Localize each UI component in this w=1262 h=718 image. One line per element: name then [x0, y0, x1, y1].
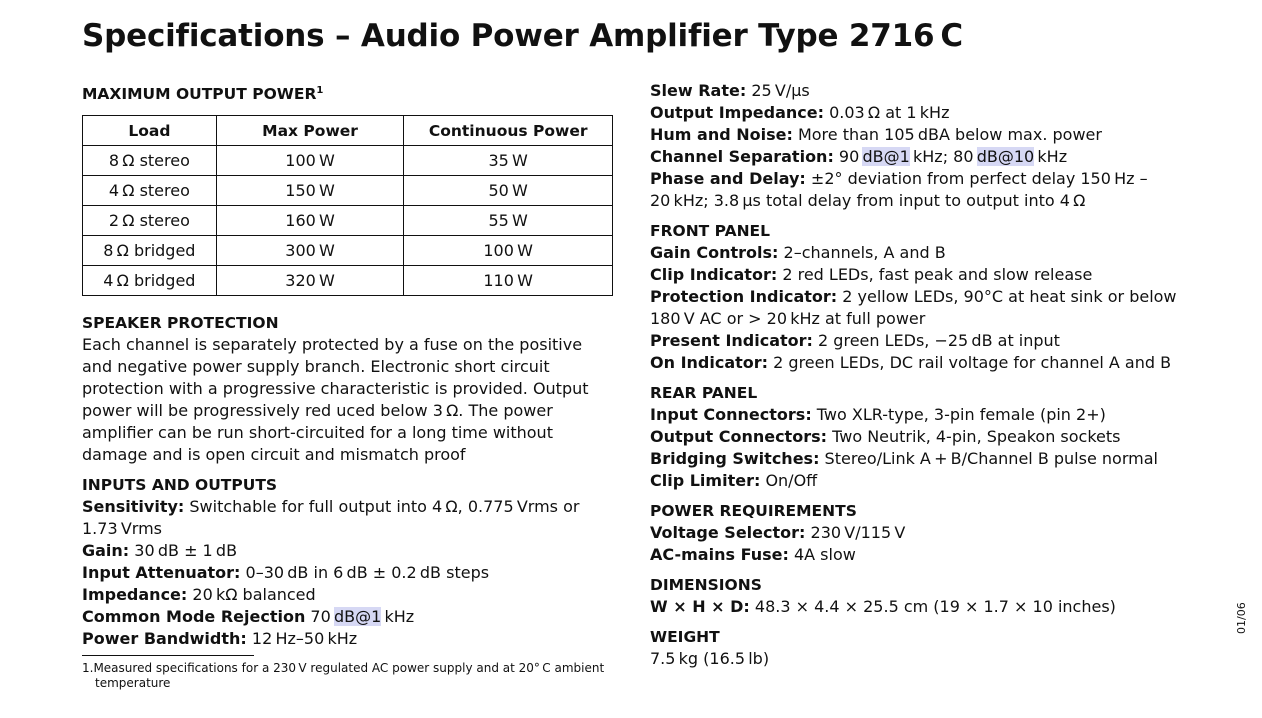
weight-heading: WEIGHT: [650, 628, 720, 646]
ac-mains-fuse-label: AC-mains Fuse:: [650, 545, 789, 564]
max-power-cell: 320 W: [216, 266, 404, 296]
on-indicator-value: 2 green LEDs, DC rail voltage for channel A and B: [768, 353, 1172, 372]
channel-separation-highlight-2[interactable]: dB@10: [976, 147, 1035, 166]
footnote-divider: [82, 655, 254, 656]
dimensions-label: W × H × D:: [650, 597, 750, 616]
voltage-selector-value: 230 V/115 V: [805, 523, 906, 542]
input-attenuator-spec: [82, 562, 612, 584]
gain-controls-label: Gain Controls:: [650, 243, 779, 262]
table-row: [83, 206, 613, 236]
column-header: Load: [83, 116, 217, 146]
table-row: [83, 236, 613, 266]
rear-panel-heading: REAR PANEL: [650, 384, 758, 402]
present-indicator-value: 2 green LEDs, −25 dB at input: [812, 331, 1060, 350]
input-connectors-spec: [650, 404, 1210, 426]
channel-separation-value-mid: kHz; 80: [909, 147, 977, 166]
hum-noise-label: Hum and Noise:: [650, 125, 793, 144]
gain-value: 30 dB ± 1 dB: [129, 541, 238, 560]
clip-limiter-label: Clip Limiter:: [650, 471, 761, 490]
continuous-power-cell: 50 W: [404, 176, 613, 206]
sensitivity-label: Sensitivity:: [82, 497, 185, 516]
max-power-cell: 160 W: [216, 206, 404, 236]
output-connectors-label: Output Connectors:: [650, 427, 828, 446]
continuous-power-cell: 110 W: [404, 266, 613, 296]
max-power-cell: 150 W: [216, 176, 404, 206]
sensitivity-spec: [82, 496, 612, 540]
column-header: Continuous Power: [404, 116, 613, 146]
bridging-switches-value: Stereo/Link A + B/Channel B pulse normal: [819, 449, 1158, 468]
table-header-row: [83, 116, 613, 146]
output-connectors-spec: [650, 426, 1210, 448]
clip-indicator-label: Clip Indicator:: [650, 265, 778, 284]
channel-separation-value-pre: 90: [833, 147, 863, 166]
column-header: Max Power: [216, 116, 404, 146]
output-impedance-value: 0.03 Ω at 1 kHz: [824, 103, 950, 122]
output-connectors-value: Two Neutrik, 4-pin, Speakon sockets: [827, 427, 1121, 446]
power-bandwidth-spec: [82, 628, 612, 650]
channel-separation-highlight-1[interactable]: dB@1: [862, 147, 910, 166]
input-connectors-value: Two XLR-type, 3-pin female (pin 2+): [811, 405, 1106, 424]
gain-controls-spec: [650, 242, 1210, 264]
load-cell: 4 Ω stereo: [83, 176, 217, 206]
cmr-spec: [82, 606, 612, 628]
output-impedance-label: Output Impedance:: [650, 103, 825, 122]
page-title: Specifications – Audio Power Amplifier Type 2716 C: [82, 18, 963, 54]
power-bandwidth-value: 12 Hz–50 kHz: [246, 629, 358, 648]
table-row: [83, 176, 613, 206]
max-power-cell: 300 W: [216, 236, 404, 266]
input-attenuator-label: Input Attenuator:: [82, 563, 241, 582]
front-panel-heading: FRONT PANEL: [650, 222, 771, 240]
gain-spec: [82, 540, 612, 562]
impedance-label: Impedance:: [82, 585, 188, 604]
inputs-outputs-heading: INPUTS AND OUTPUTS: [82, 476, 278, 494]
load-cell: 8 Ω bridged: [83, 236, 217, 266]
hum-noise-value: More than 105 dBA below max. power: [792, 125, 1102, 144]
phase-delay-value: ±2° deviation from perfect delay 150 Hz –: [805, 169, 1148, 188]
channel-separation-value-post: kHz: [1034, 147, 1068, 166]
dimensions-spec: [650, 596, 1210, 618]
impedance-spec: [82, 584, 612, 606]
slew-rate-value: 25 V/µs: [746, 81, 810, 100]
sensitivity-value: Switchable for full output into 4 Ω, 0.775 Vrms or 1.73 Vrms: [82, 497, 580, 538]
footnote-mark: 1: [316, 85, 324, 96]
load-cell: 4 Ω bridged: [83, 266, 217, 296]
table-row: [83, 266, 613, 296]
max-output-heading-text: MAXIMUM OUTPUT POWER: [82, 85, 317, 103]
table-row: [83, 146, 613, 176]
voltage-selector-label: Voltage Selector:: [650, 523, 806, 542]
dimensions-heading: DIMENSIONS: [650, 576, 762, 594]
protection-indicator-label: Protection Indicator:: [650, 287, 838, 306]
output-impedance-spec: [650, 102, 1210, 124]
weight-value: 7.5 kg (16.5 lb): [650, 649, 770, 668]
right-column: [650, 80, 1210, 670]
page-number: 01/06: [1235, 602, 1248, 634]
continuous-power-cell: 100 W: [404, 236, 613, 266]
clip-limiter-spec: [650, 470, 1210, 492]
cmr-value-pre: 70: [305, 607, 334, 626]
slew-rate-label: Slew Rate:: [650, 81, 747, 100]
clip-indicator-spec: [650, 264, 1210, 286]
ac-mains-fuse-value: 4A slow: [788, 545, 856, 564]
cmr-label: Common Mode Rejection: [82, 607, 306, 626]
clip-limiter-value: On/Off: [760, 471, 818, 490]
load-cell: 8 Ω stereo: [83, 146, 217, 176]
bridging-switches-spec: [650, 448, 1210, 470]
phase-delay-label: Phase and Delay:: [650, 169, 806, 188]
on-indicator-spec: [650, 352, 1210, 374]
footnote-text: 1.Measured specifications for a 230 V regulated AC power supply and at 20° C ambient temperature: [82, 661, 605, 690]
on-indicator-label: On Indicator:: [650, 353, 769, 372]
ac-mains-fuse-spec: [650, 544, 1210, 566]
protection-indicator-value: 2 yellow LEDs, 90°C at heat sink or below: [837, 287, 1177, 306]
phase-delay-spec: [650, 168, 1210, 190]
continuous-power-cell: 35 W: [404, 146, 613, 176]
bridging-switches-label: Bridging Switches:: [650, 449, 820, 468]
gain-controls-value: 2–channels, A and B: [778, 243, 946, 262]
power-bandwidth-label: Power Bandwidth:: [82, 629, 247, 648]
phase-delay-continued: 20 kHz; 3.8 µs total delay from input to output into 4 Ω: [650, 191, 1086, 210]
power-requirements-heading: POWER REQUIREMENTS: [650, 502, 857, 520]
speaker-protection-text: Each channel is separately protected by a fuse on the positive and negative power supply branch. Electronic short circuit protection with a progressive characteristic is provided. Output power will be progressively red uced below 3 Ω. The power amplifier can be run short-circuited for a long time without damage and is open circuit and mismatch proof: [82, 335, 589, 464]
present-indicator-label: Present Indicator:: [650, 331, 813, 350]
hum-noise-spec: [650, 124, 1210, 146]
gain-label: Gain:: [82, 541, 130, 560]
protection-indicator-continued: 180 V AC or > 20 kHz at full power: [650, 309, 926, 328]
input-connectors-label: Input Connectors:: [650, 405, 812, 424]
voltage-selector-spec: [650, 522, 1210, 544]
left-column: [82, 80, 612, 691]
continuous-power-cell: 55 W: [404, 206, 613, 236]
channel-separation-spec: [650, 146, 1210, 168]
input-attenuator-value: 0–30 dB in 6 dB ± 0.2 dB steps: [240, 563, 490, 582]
max-power-cell: 100 W: [216, 146, 404, 176]
channel-separation-label: Channel Separation:: [650, 147, 834, 166]
speaker-protection-heading: SPEAKER PROTECTION: [82, 314, 279, 332]
dimensions-value: 48.3 × 4.4 × 25.5 cm (19 × 1.7 × 10 inches): [749, 597, 1116, 616]
slew-rate-spec: [650, 80, 1210, 102]
load-cell: 2 Ω stereo: [83, 206, 217, 236]
protection-indicator-spec: [650, 286, 1210, 308]
output-power-table: [82, 115, 613, 296]
cmr-value-post: kHz: [381, 607, 415, 626]
max-output-heading: [82, 80, 612, 105]
impedance-value: 20 kΩ balanced: [187, 585, 316, 604]
cmr-highlight[interactable]: dB@1: [333, 607, 382, 626]
present-indicator-spec: [650, 330, 1210, 352]
clip-indicator-value: 2 red LEDs, fast peak and slow release: [777, 265, 1093, 284]
